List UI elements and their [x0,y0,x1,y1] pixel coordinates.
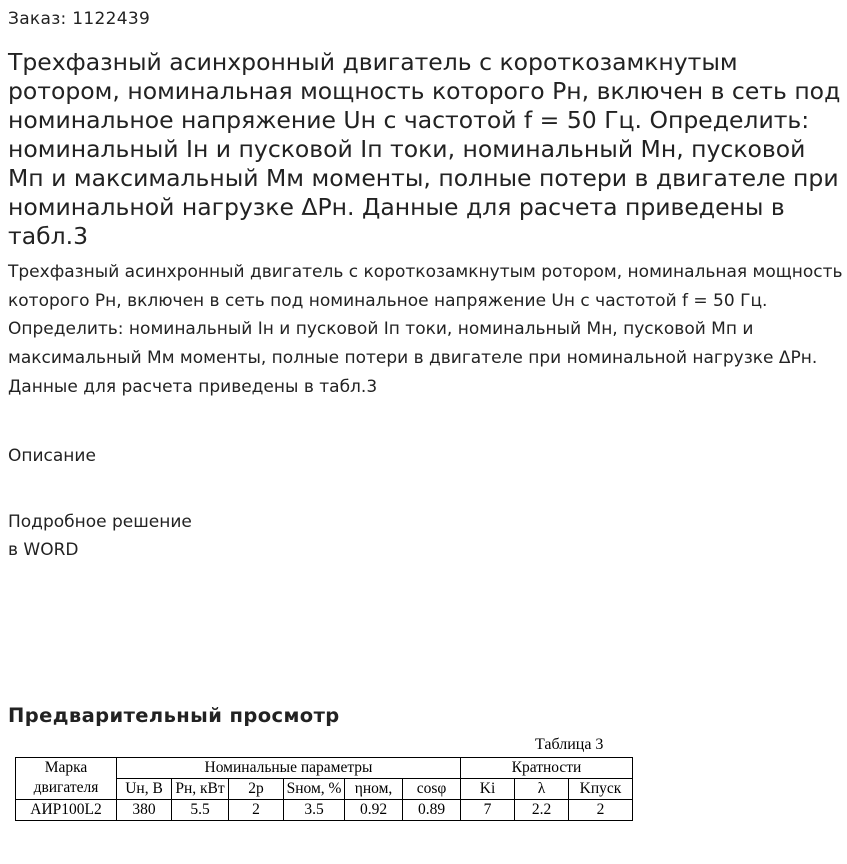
cell-lambda: 2.2 [515,800,569,821]
description-label: Описание [8,446,96,466]
solution-line-1: Подробное решение [8,512,192,532]
header-2p: 2p [229,779,284,800]
cell-snom: 3.5 [284,800,345,821]
nominal-group-header: Номинальные параметры [117,758,461,779]
cell-kpusk: 2 [569,800,633,821]
cell-2p: 2 [229,800,284,821]
cell-eta: 0.92 [345,800,403,821]
cell-ki: 7 [461,800,515,821]
parameters-table [15,757,633,821]
header-un: Uн, В [117,779,172,800]
table-row [16,800,633,821]
preview-heading: Предварительный просмотр [8,704,340,727]
brand-header: Марка двигателя [16,758,117,800]
order-number: Заказ: 1122439 [8,9,151,29]
header-pn: Pн, кВт [172,779,229,800]
solution-line-2: в WORD [8,540,79,560]
cell-brand: АИР100L2 [16,800,117,821]
cell-pn: 5.5 [172,800,229,821]
cell-un: 380 [117,800,172,821]
task-description: Трехфазный асинхронный двигатель с короткозамкнутым ротором, номинальная мощность которого Pн, включен в сеть под номинальное напряжение Uн с частотой f = 50 Гц. Определить: номинальный Iн и пусковой Iп токи, номинальный Mн, пусковой Mп и максимальный Mм моменты, полные потери в двигателе при номинальной нагрузке ΔPн. Данные для расчета приведены в табл.3 [8,262,843,397]
header-cosphi: cosφ [403,779,461,800]
solution-note [8,508,192,564]
header-kpusk: Kпуск [569,779,633,800]
ratios-group-header: Кратности [461,758,633,779]
header-lambda: λ [515,779,569,800]
cell-cosphi: 0.89 [403,800,461,821]
header-eta: ηном, [345,779,403,800]
page-title: Трехфазный асинхронный двигатель с короткозамкнутым ротором, номинальная мощность которого Pн, включен в сеть под номинальное напряжение Uн с частотой f = 50 Гц. Определить: номинальный Iн и пусковой Iп токи, номинальный Mн, пусковой Mп и максимальный Mм моменты, полные потери в двигателе при номинальной нагрузке ΔPн. Данные для расчета приведены в табл.3 [8,48,841,250]
table-caption: Таблица 3 [535,736,604,753]
table-header-row-1 [16,758,633,779]
header-snom: Sном, % [284,779,345,800]
header-ki: Ki [461,779,515,800]
